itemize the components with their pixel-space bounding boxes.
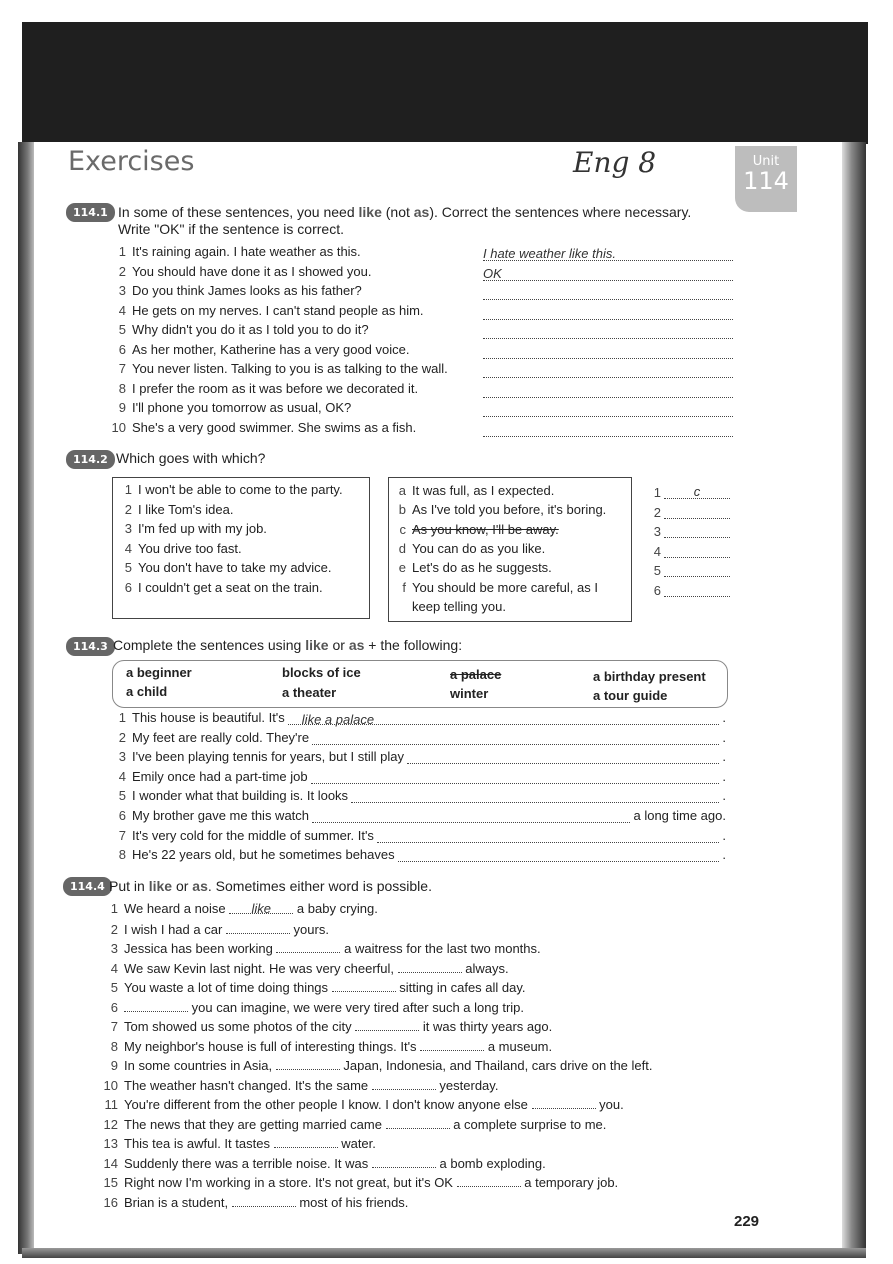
answer-field[interactable] [372,1077,436,1090]
sentence-text: Japan, Indonesia, and Thailand, cars drive on the left. [343,1058,653,1073]
match-left-item [116,482,343,497]
sentence-text: You should have done it as I showed you. [132,263,372,279]
item-number: 7 [118,361,126,376]
sentence-row [102,1155,546,1171]
answer-field[interactable]: OK [483,266,733,281]
match-right-item [390,541,545,556]
answer-field[interactable] [274,1135,338,1148]
sentence-text: This house is beautiful. It's [132,710,285,725]
page-bottom-edge [22,1248,866,1258]
sentence-row [110,808,726,823]
exercise-instruction: Which goes with which? [116,450,266,466]
sentence-row [110,730,726,745]
item-number: 15 [103,1175,118,1190]
exercise-badge-114-1: 114.1 [66,203,115,222]
item-number: 2 [118,263,126,279]
sentence-text: My neighbor's house is full of interesting things. It's [124,1038,417,1054]
sentence-end: a long time ago. [633,808,726,823]
answer-field[interactable] [386,1116,450,1129]
answer-field[interactable] [483,383,733,398]
exercise-badge-114-3: 114.3 [66,637,115,656]
unit-number: 114 [743,167,789,195]
answer-field[interactable] [664,582,730,597]
sentence-text: a waitress for the last two months. [344,941,541,956]
sentence-end: . [722,847,726,863]
sentence-text: Let's do as he suggests. [412,560,552,576]
exercise-instruction-line2: Write "OK" if the sentence is correct. [118,221,344,237]
match-left-item [116,541,242,556]
item-number: 5 [110,980,118,995]
sentence-text: You should be more careful, as I [412,579,598,595]
item-letter: b [398,502,406,518]
item-number: 4 [110,960,118,976]
sentence-text: I'm fed up with my job. [138,521,267,536]
item-number: 7 [118,827,126,843]
word-option: winter [450,686,489,701]
sentence-row [102,960,509,976]
item-number: 7 [110,1019,118,1034]
sentence-text: In some countries in Asia, [124,1058,273,1073]
item-letter: f [402,579,406,595]
match-right-item [390,580,598,595]
match-right-item [390,483,554,498]
sentence-text: yesterday. [439,1077,499,1093]
item-number: 2 [653,504,661,520]
match-left-item [116,521,267,536]
sentence-row [102,1038,552,1054]
sentence-text: You can do as you like. [412,540,546,556]
sentence-text: As her mother, Katherine has a very good voice. [132,341,410,357]
sentence-text: yours. [293,921,329,937]
sentence-text: As you know, I'll be away. [412,521,559,537]
match-left-item [116,560,332,575]
match-left-item [116,502,233,517]
sentence-end: . [722,729,726,745]
answer-field[interactable] [351,790,719,803]
sentence-row [102,1096,624,1112]
sentence-text: You drive too fast. [138,540,242,556]
sentence-row [102,1116,606,1132]
item-number: 12 [103,1116,118,1132]
item-number: 9 [118,400,126,415]
answer-field[interactable] [377,830,719,843]
sentence-end: . [722,768,726,784]
item-number: 16 [103,1194,118,1210]
item-number: 6 [118,808,126,823]
sentence-row [110,769,726,784]
sentence-text: a baby crying. [296,901,378,916]
sentence-row [110,322,369,337]
sentence-text: Why didn't you do it as I told you to do it? [132,322,369,337]
sentence-row [102,1135,376,1151]
match-right-item [390,502,606,517]
sentence-text: I couldn't get a seat on the train. [138,579,323,595]
exercise-instruction: In some of these sentences, you need like (not as). Correct the sentences where necessary. [118,204,692,220]
sentence-text: My brother gave me this watch [132,808,310,823]
sentence-text: always. [465,960,509,976]
item-number: 1 [118,244,126,259]
item-number: 3 [118,283,126,298]
sentence-row [110,400,351,415]
answer-field[interactable] [420,1038,484,1051]
answer-field[interactable] [355,1018,419,1031]
item-number: 5 [653,563,661,578]
item-number: 6 [653,582,661,598]
sentence-row [102,901,378,916]
sentence-row [102,940,541,956]
sentence-text: I wish I had a car [124,921,223,937]
sentence-text: Brian is a student, [124,1194,229,1210]
answer-field[interactable] [483,305,733,320]
sentence-text: I won't be able to come to the party. [138,482,343,497]
sentence-text: keep telling you. [412,598,506,614]
answer-field[interactable] [483,363,733,378]
answer-field[interactable] [276,940,340,953]
page-right-edge [842,142,866,1254]
answer-field[interactable] [664,562,730,577]
sentence-row [110,381,418,396]
match-right-item [390,522,559,537]
scan-dark-top [22,22,868,144]
item-number: 5 [118,322,126,337]
item-number: 5 [124,560,132,575]
sentence-row [110,283,362,298]
item-number: 4 [124,540,132,556]
sentence-row [102,1077,498,1093]
sentence-text: sitting in cafes all day. [399,980,526,995]
item-number: 1 [653,485,661,500]
sentence-row [110,303,424,318]
answer-field[interactable] [232,1194,296,1207]
item-number: 2 [118,729,126,745]
item-number: 9 [110,1058,118,1073]
page-left-edge [18,142,34,1254]
sentence-text: I wonder what that building is. It looks [132,788,349,804]
word-option-used: a palace [450,667,502,682]
exercise-badge-114-4: 114.4 [63,877,112,896]
sentence-text: Right now I'm working in a store. It's not great, but it's OK [124,1175,453,1190]
item-number: 4 [118,302,126,318]
sentence-row [102,921,329,937]
sentence-text: You're different from the other people I know. I don't know anyone else [124,1097,528,1112]
match-right-item [390,560,552,575]
answer-field[interactable] [483,324,733,339]
sentence-row [110,828,726,843]
item-number: 8 [118,847,126,863]
sentence-row [110,244,361,259]
exercise-instruction: Put in like or as. Sometimes either word is possible. [109,878,432,894]
item-number: 10 [111,419,126,435]
answer-field[interactable] [372,1155,436,1168]
sentence-text: Emily once had a part-time job [132,768,308,784]
sentence-text: We heard a noise [124,901,226,916]
item-number: 6 [124,579,132,595]
answer-field[interactable] [664,523,730,538]
sentence-row [102,1194,408,1210]
sentence-text: Tom showed us some photos of the city [124,1019,352,1034]
item-number: 11 [104,1097,118,1112]
sentence-text: a bomb exploding. [439,1155,546,1171]
sentence-text: I've been playing tennis for years, but I still play [132,749,405,765]
item-number: 1 [118,710,126,725]
sentence-text: a complete surprise to me. [453,1116,607,1132]
sentence-row [110,847,726,862]
sentence-text: it was thirty years ago. [422,1019,553,1034]
sentence-text: I like Tom's idea. [138,501,234,517]
sentence-text: water. [341,1136,376,1151]
item-number: 5 [118,788,126,804]
match-left-item [116,580,323,595]
answer-field[interactable] [398,849,720,862]
sentence-end: . [722,788,726,804]
answer-field[interactable] [457,1174,521,1187]
sentence-text: Suddenly there was a terrible noise. It was [124,1155,369,1171]
sentence-row [110,342,410,357]
word-option: a tour guide [593,688,668,703]
answer-field[interactable] [124,999,188,1012]
item-number: 6 [118,341,126,357]
sentence-text: a museum. [487,1038,553,1054]
answer-field[interactable] [407,751,719,764]
sentence-text: Jessica has been working [124,941,273,956]
answer-field[interactable]: I hate weather like this. [483,246,733,261]
sentence-text: We saw Kevin last night. He was very cheerful, [124,960,394,976]
item-number: 4 [653,543,661,559]
item-number: 13 [103,1136,118,1151]
sentence-text: you. [599,1097,624,1112]
item-number: 8 [118,380,126,396]
sentence-row [102,1057,652,1073]
exercise-instruction: Complete the sentences using like or as + the following: [113,637,463,653]
item-number: 3 [110,941,118,956]
sentence-text: most of his friends. [299,1194,409,1210]
unit-tab [735,146,797,212]
sentence-text: I'll phone you tomorrow as usual, OK? [132,400,352,415]
item-letter: e [398,560,406,576]
item-number: 6 [110,999,118,1015]
sentence-text: a temporary job. [524,1175,619,1190]
item-number: 3 [653,524,661,539]
sentence-end: . [722,710,726,725]
answer-field[interactable] [483,285,733,300]
sentence-row [110,420,416,435]
sentence-text: I prefer the room as it was before we decorated it. [132,380,419,396]
answer-field[interactable]: c [664,484,730,499]
sentence-row [102,979,526,995]
sentence-row [110,788,726,803]
sentence-text: It was full, as I expected. [412,483,555,498]
item-letter: c [399,521,406,537]
item-number: 14 [103,1155,118,1171]
answer-field[interactable] [226,921,290,934]
answer-field[interactable] [483,422,733,437]
answer-field[interactable] [664,504,730,519]
sentence-text: Do you think James looks as his father? [132,283,362,298]
sentence-text: you can imagine, we were very tired after such a long trip. [191,999,525,1015]
item-number: 2 [124,501,132,517]
sentence-text: This tea is awful. It tastes [124,1136,270,1151]
answer-field[interactable] [312,810,630,823]
sentence-end: . [722,749,726,765]
sentence-row [102,1174,618,1190]
sentence-text: It's raining again. I hate weather as this. [132,244,361,259]
sentence-row [102,1018,552,1034]
sentence-text: She's a very good swimmer. She swims as a fish. [132,419,417,435]
answer-field[interactable] [276,1057,340,1070]
answer-field[interactable] [483,402,733,417]
sentence-text: The news that they are getting married came [124,1116,382,1132]
answer-field[interactable] [483,344,733,359]
item-number: 3 [124,521,132,536]
sentence-row [110,749,726,764]
page-number: 229 [734,1213,760,1230]
answer-field[interactable] [532,1096,596,1109]
item-letter: d [398,540,406,556]
answer-field[interactable]: like [229,901,293,914]
item-letter: a [398,483,406,498]
sentence-row [110,264,371,279]
sentence-row [110,710,726,725]
sentence-text: The weather hasn't changed. It's the same [124,1077,369,1093]
word-option: a birthday present [593,669,706,684]
answer-field[interactable] [398,960,462,973]
sentence-text: My feet are really cold. They're [132,729,310,745]
sentence-text: You don't have to take my advice. [138,560,332,575]
item-number: 8 [110,1038,118,1054]
word-option: a theater [282,685,337,700]
unit-label: Unit [752,154,780,169]
word-option: blocks of ice [282,665,361,680]
match-right-item [390,599,506,614]
exercise-badge-114-2: 114.2 [66,450,115,469]
sentence-text: He's 22 years old, but he sometimes behaves [132,847,395,863]
handwritten-note: Eng 8 [573,146,657,179]
sentence-text: You waste a lot of time doing things [124,980,329,995]
sentence-end: . [722,827,726,843]
item-number: 4 [118,768,126,784]
answer-field[interactable] [664,543,730,558]
item-number: 2 [110,921,118,937]
item-number: 10 [103,1077,118,1093]
word-option: a child [126,684,168,699]
sentence-text: He gets on my nerves. I can't stand people as him. [132,302,424,318]
page-title: Exercises [68,146,195,177]
sentence-row [102,999,524,1015]
sentence-text: You never listen. Talking to you is as talking to the wall. [132,361,448,376]
answer-field[interactable]: like a palace [288,712,720,725]
sentence-text: It's very cold for the middle of summer. It's [132,827,374,843]
item-number: 1 [110,901,118,916]
item-number: 3 [118,749,126,765]
item-number: 1 [124,482,132,497]
answer-field[interactable] [311,771,720,784]
word-option: a beginner [126,665,192,680]
sentence-text: As I've told you before, it's boring. [412,502,607,518]
sentence-row [110,361,448,376]
answer-field[interactable] [332,979,396,992]
answer-field[interactable] [312,732,719,745]
